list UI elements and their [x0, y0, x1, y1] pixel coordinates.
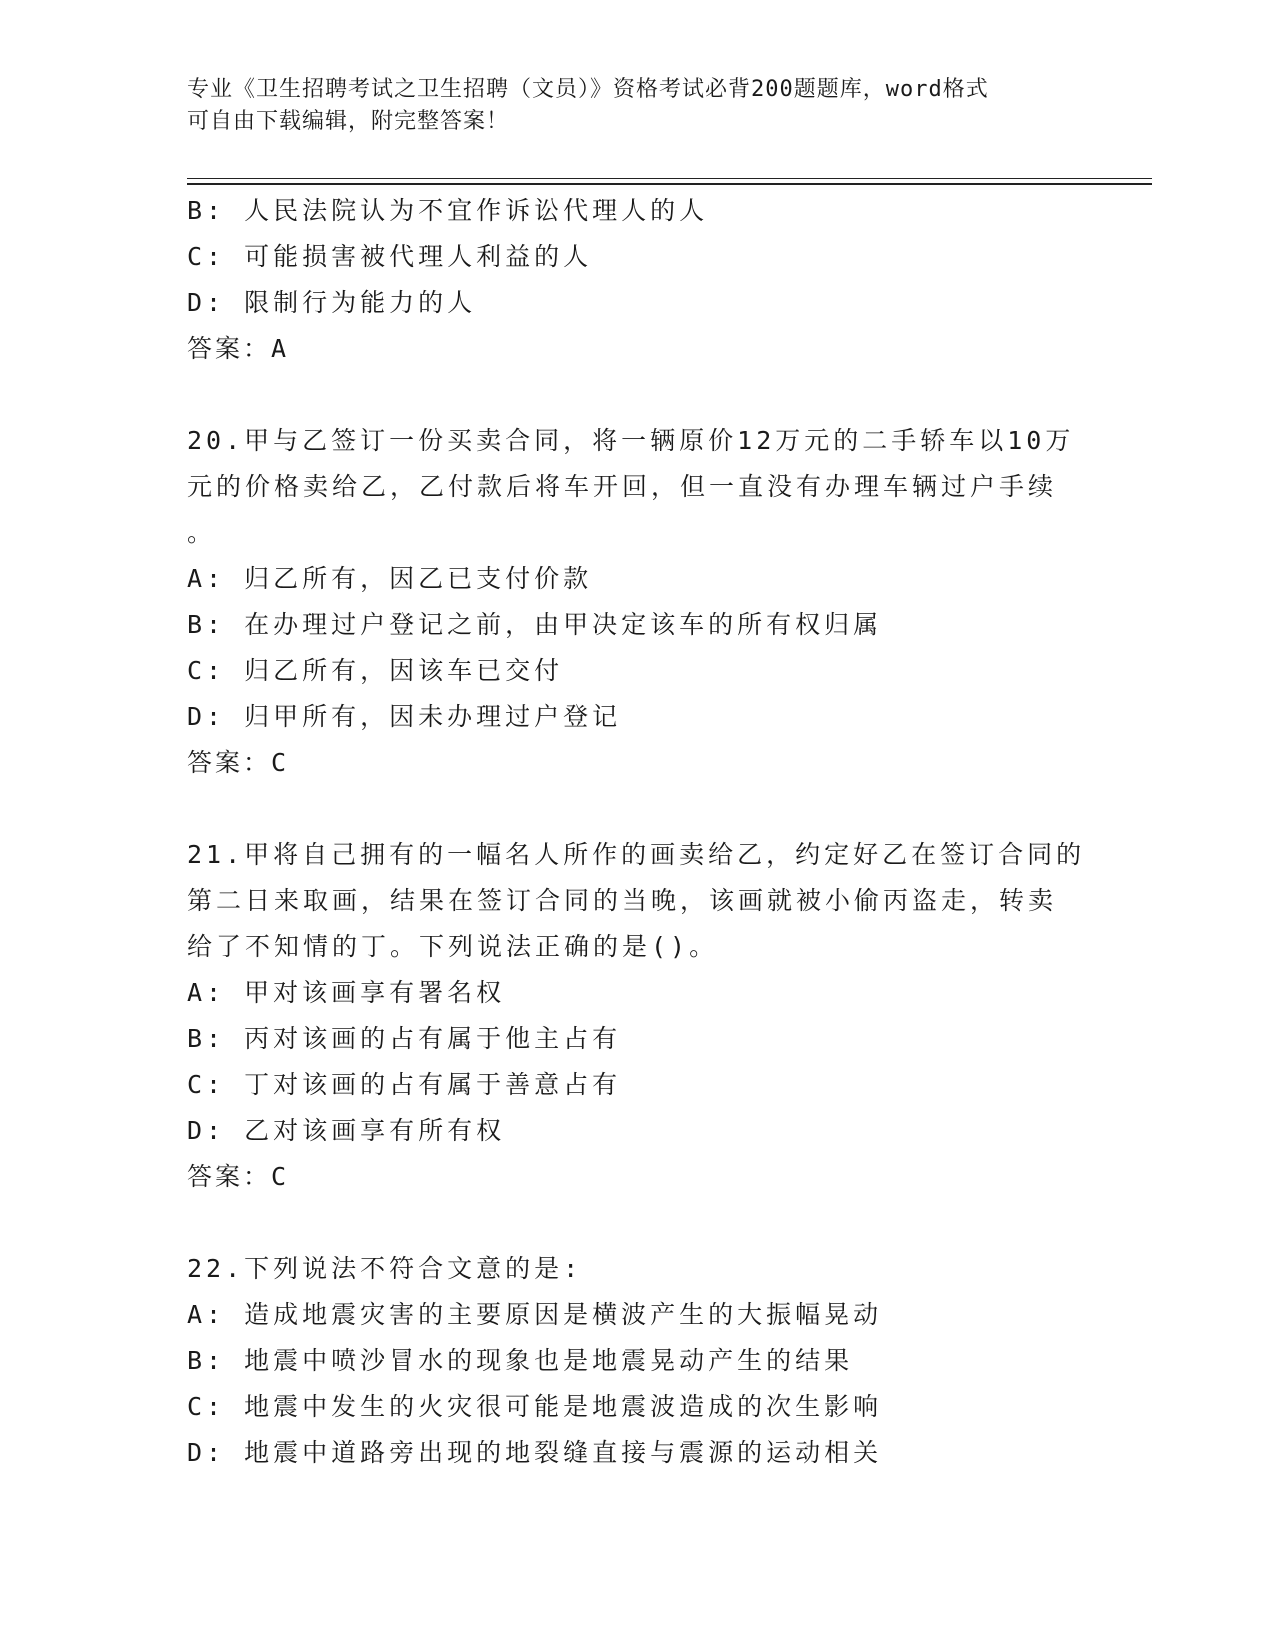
option-b: B: 人民法院认为不宜作诉讼代理人的人 [187, 196, 709, 225]
option-d: D: 归甲所有，因未办理过户登记 [187, 702, 622, 731]
option-b: B: 丙对该画的占有属于他主占有 [187, 1024, 622, 1053]
header-rule-thin [187, 178, 1152, 179]
header-line-1: 专业《卫生招聘考试之卫生招聘（文员）》资格考试必背200题题库，word格式 [187, 77, 989, 102]
option-d: D: 地震中道路旁出现的地裂缝直接与震源的运动相关 [187, 1438, 883, 1467]
document-header [187, 74, 1067, 138]
question-20 [187, 418, 1087, 786]
question-stem-line: 22.下列说法不符合文意的是: [187, 1254, 583, 1283]
question-22 [187, 1246, 1087, 1476]
question-stem-line: 元的价格卖给乙，乙付款后将车开回，但一直没有办理车辆过户手续 [187, 472, 1058, 501]
answer-line: 答案：C [187, 1162, 290, 1191]
spacer [187, 372, 1087, 418]
question-stem-line: 。 [187, 518, 217, 547]
option-a: A: 造成地震灾害的主要原因是横波产生的大振幅晃动 [187, 1300, 883, 1329]
question-fragment [187, 188, 1087, 372]
header-line-2: 可自由下载编辑，附完整答案！ [187, 109, 510, 134]
option-a: A: 甲对该画享有署名权 [187, 978, 506, 1007]
question-stem-line: 20.甲与乙签订一份买卖合同，将一辆原价12万元的二手轿车以10万 [187, 426, 1075, 455]
question-stem-line: 给了不知情的丁。下列说法正确的是()。 [187, 932, 719, 961]
spacer [187, 786, 1087, 832]
option-b: B: 在办理过户登记之前，由甲决定该车的所有权归属 [187, 610, 883, 639]
question-stem-line: 第二日来取画，结果在签订合同的当晚，该画就被小偷丙盗走，转卖 [187, 886, 1058, 915]
spacer [187, 1200, 1087, 1246]
option-c: C: 归乙所有，因该车已交付 [187, 656, 564, 685]
question-21 [187, 832, 1087, 1200]
question-stem-line: 21.甲将自己拥有的一幅名人所作的画卖给乙，约定好乙在签订合同的 [187, 840, 1086, 869]
option-d: D: 限制行为能力的人 [187, 288, 477, 317]
option-c: C: 地震中发生的火灾很可能是地震波造成的次生影响 [187, 1392, 883, 1421]
answer-line: 答案：C [187, 748, 290, 777]
header-rule-thick [187, 183, 1152, 185]
option-b: B: 地震中喷沙冒水的现象也是地震晃动产生的结果 [187, 1346, 854, 1375]
option-c: C: 丁对该画的占有属于善意占有 [187, 1070, 622, 1099]
document-body [187, 188, 1087, 1476]
answer-line: 答案：A [187, 334, 290, 363]
option-a: A: 归乙所有，因乙已支付价款 [187, 564, 593, 593]
option-c: C: 可能损害被代理人利益的人 [187, 242, 593, 271]
option-d: D: 乙对该画享有所有权 [187, 1116, 506, 1145]
